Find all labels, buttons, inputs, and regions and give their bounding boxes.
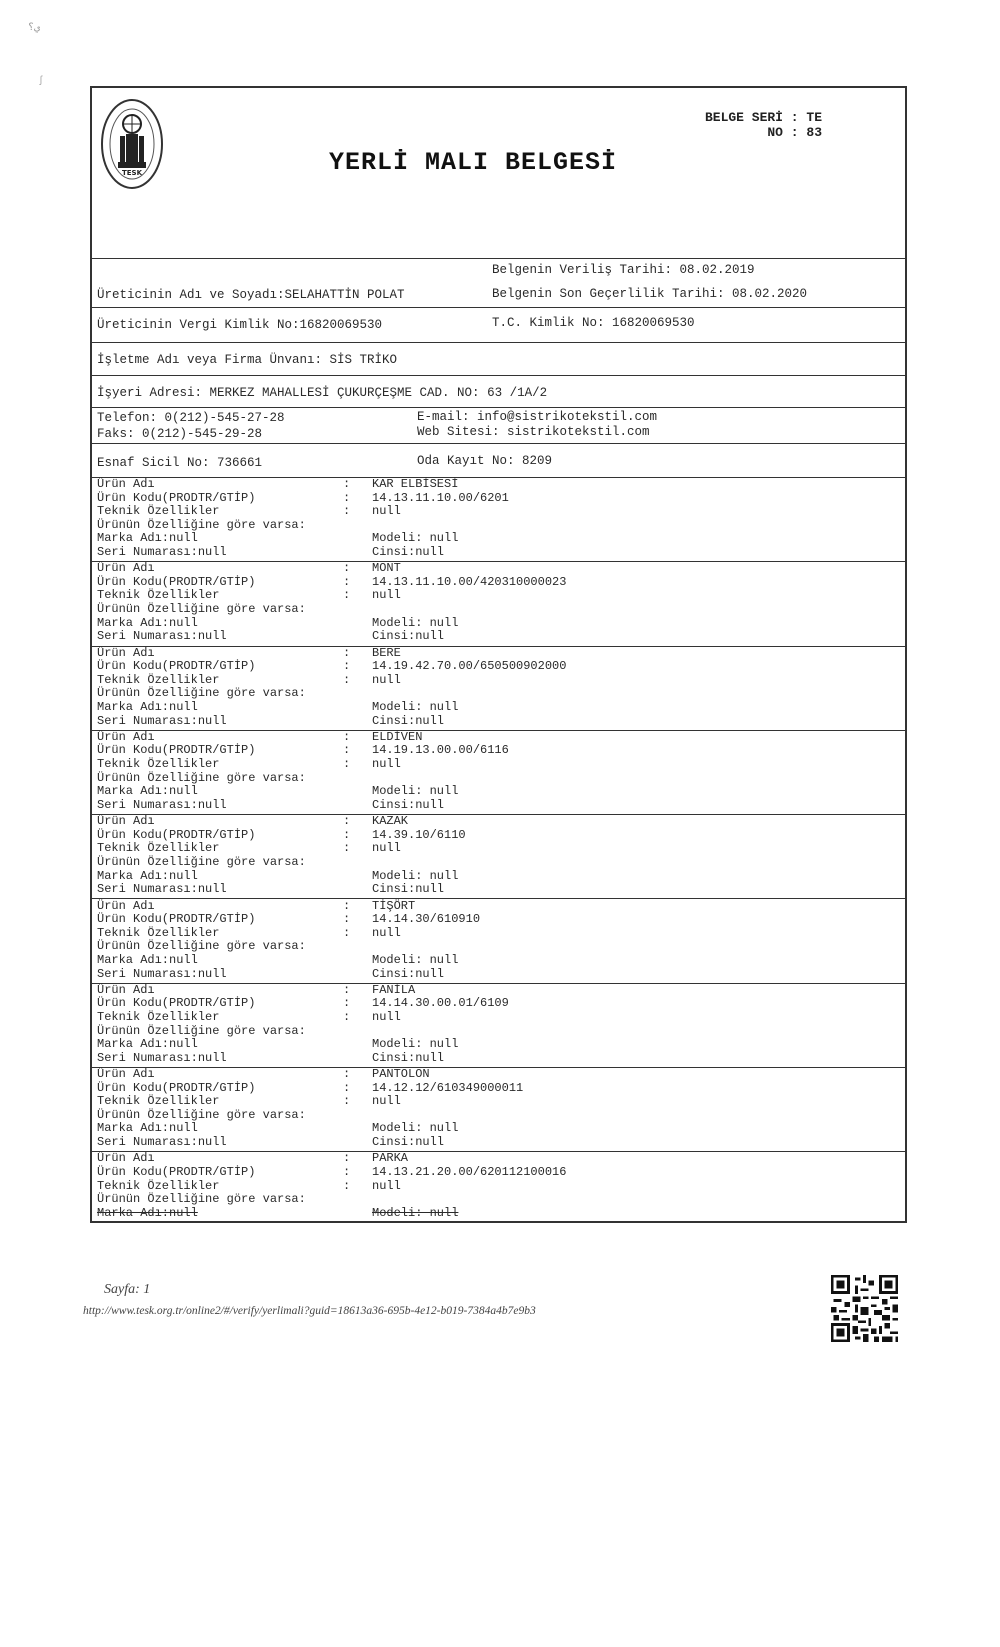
product-name-label: Ürün Adı — [97, 814, 155, 829]
product-type: Cinsi:null — [372, 966, 445, 981]
product-brand-label: Marka Adı:null — [97, 1205, 198, 1220]
product-block — [92, 984, 905, 1068]
product-code-label: Ürün Kodu(PRODTR/GTİP) — [97, 574, 256, 589]
colon: : — [343, 1151, 351, 1166]
product-name-label: Ürün Adı — [97, 1151, 155, 1166]
product-code: 14.13.11.10.00/420310000023 — [372, 574, 567, 589]
product-name-label: Ürün Adı — [97, 477, 155, 491]
seri-value: TE — [806, 110, 822, 125]
product-name: KAZAK — [372, 814, 409, 829]
product-feature-label: Ürünün Özelliğine göre varsa: — [97, 1107, 306, 1122]
colon: : — [343, 645, 351, 660]
product-code: 14.13.11.10.00/6201 — [372, 490, 509, 505]
colon: : — [343, 588, 351, 603]
product-technical-label: Teknik Özellikler — [97, 1178, 220, 1193]
product-model: Modeli: null — [372, 531, 459, 546]
producer-row — [92, 258, 905, 308]
product-code: 14.19.42.70.00/650500902000 — [372, 659, 567, 674]
seri-label: BELGE SERİ — [704, 110, 783, 125]
product-block — [92, 478, 905, 562]
product-block — [92, 562, 905, 646]
colon: : — [343, 757, 351, 772]
colon: : — [343, 672, 351, 687]
product-name: ELDİVEN — [372, 729, 423, 744]
product-brand-label: Marka Adı:null — [97, 699, 198, 714]
product-technical: null — [372, 1094, 401, 1109]
colon: : — [343, 490, 351, 505]
product-type: Cinsi:null — [372, 797, 445, 812]
product-serial-label: Seri Numarası:null — [97, 797, 227, 812]
product-code: 14.39.10/6110 — [372, 827, 466, 842]
product-model: Modeli: null — [372, 1205, 459, 1220]
product-serial-label: Seri Numarası:null — [97, 882, 227, 897]
product-name-label: Ürün Adı — [97, 1067, 155, 1082]
colon: : — [343, 841, 351, 856]
page-number: Sayfa: 1 — [104, 1282, 151, 1297]
product-technical-label: Teknik Özellikler — [97, 1094, 220, 1109]
product-type: Cinsi:null — [372, 1050, 445, 1065]
corner-mark: ي؟ — [28, 23, 41, 34]
product-name: PANTOLON — [372, 1067, 430, 1082]
product-model: Modeli: null — [372, 784, 459, 799]
product-type: Cinsi:null — [372, 882, 445, 897]
product-serial-label: Seri Numarası:null — [97, 545, 227, 559]
colon: : — [343, 477, 351, 491]
product-model: Modeli: null — [372, 615, 459, 630]
product-model: Modeli: null — [372, 952, 459, 967]
email: E-mail: info@sistrikotekstil.com — [417, 410, 658, 424]
belge-seri-block: BELGE SERİ : TE NO : 83 — [704, 110, 822, 140]
colon: : — [343, 574, 351, 589]
product-code-label: Ürün Kodu(PRODTR/GTİP) — [97, 827, 256, 842]
product-type: Cinsi:null — [372, 1135, 445, 1150]
product-type: Cinsi:null — [372, 545, 445, 559]
product-brand-label: Marka Adı:null — [97, 952, 198, 967]
product-code: 14.14.30.00.01/6109 — [372, 996, 509, 1011]
product-brand-label: Marka Adı:null — [97, 868, 198, 883]
product-technical-label: Teknik Özellikler — [97, 841, 220, 856]
expiry-date: Belgenin Son Geçerlilik Tarihi: 08.02.2020 — [492, 287, 808, 301]
product-name: TİŞÖRT — [372, 898, 416, 913]
tesk-logo-icon — [100, 98, 164, 190]
product-name-label: Ürün Adı — [97, 729, 155, 744]
product-block — [92, 731, 905, 815]
colon: : — [343, 912, 351, 927]
colon: : — [343, 729, 351, 744]
tc-number: T.C. Kimlik No: 16820069530 — [492, 316, 695, 330]
product-serial-label: Seri Numarası:null — [97, 713, 227, 728]
product-code-label: Ürün Kodu(PRODTR/GTİP) — [97, 1080, 256, 1095]
product-name-label: Ürün Adı — [97, 898, 155, 913]
product-feature-label: Ürünün Özelliğine göre varsa: — [97, 1192, 306, 1207]
product-technical-label: Teknik Özellikler — [97, 588, 220, 603]
product-block — [92, 1151, 905, 1220]
product-technical: null — [372, 841, 401, 856]
product-technical-label: Teknik Özellikler — [97, 757, 220, 772]
colon: : — [343, 827, 351, 842]
colon: : — [343, 659, 351, 674]
product-technical: null — [372, 1178, 401, 1193]
contact-row — [92, 408, 905, 444]
product-technical: null — [372, 588, 401, 603]
product-block — [92, 900, 905, 984]
product-feature-label: Ürünün Özelliğine göre varsa: — [97, 517, 306, 532]
product-feature-label: Ürünün Özelliğine göre varsa: — [97, 686, 306, 701]
product-serial-label: Seri Numarası:null — [97, 1135, 227, 1150]
business-name: İşletme Adı veya Firma Ünvanı: SİS TRİKO — [97, 353, 398, 367]
colon: : — [343, 925, 351, 940]
product-name: MONT — [372, 561, 401, 576]
corner-mark-2: ʃ — [38, 76, 45, 87]
certificate-header — [92, 88, 905, 259]
product-technical-label: Teknik Özellikler — [97, 925, 220, 940]
product-name-label: Ürün Adı — [97, 561, 155, 576]
product-name-label: Ürün Adı — [97, 645, 155, 660]
product-brand-label: Marka Adı:null — [97, 784, 198, 799]
product-code: 14.19.13.00.00/6116 — [372, 743, 509, 758]
colon: : — [343, 814, 351, 829]
producer-name: Üreticinin Adı ve Soyadı:SELAHATTİN POLAT — [97, 288, 405, 302]
product-name-label: Ürün Adı — [97, 982, 155, 997]
product-code-label: Ürün Kodu(PRODTR/GTİP) — [97, 743, 256, 758]
product-technical: null — [372, 504, 401, 519]
product-brand-label: Marka Adı:null — [97, 1037, 198, 1052]
product-technical: null — [372, 757, 401, 772]
product-name: BERE — [372, 645, 401, 660]
colon: : — [343, 1080, 351, 1095]
colon: : — [343, 743, 351, 758]
colon: : — [343, 982, 351, 997]
qr-code-icon — [831, 1275, 898, 1342]
product-feature-label: Ürünün Özelliğine göre varsa: — [97, 1023, 306, 1038]
product-name: FANİLA — [372, 982, 416, 997]
colon: : — [343, 1009, 351, 1024]
certificate-frame — [90, 86, 907, 1223]
colon: : — [343, 1178, 351, 1193]
product-serial-label: Seri Numarası:null — [97, 1050, 227, 1065]
product-serial-label: Seri Numarası:null — [97, 629, 227, 644]
colon: : — [343, 1094, 351, 1109]
product-brand-label: Marka Adı:null — [97, 531, 198, 546]
product-type: Cinsi:null — [372, 629, 445, 644]
product-brand-label: Marka Adı:null — [97, 1121, 198, 1136]
product-feature-label: Ürünün Özelliğine göre varsa: — [97, 770, 306, 785]
registry-row — [92, 444, 905, 478]
product-model: Modeli: null — [372, 868, 459, 883]
logo-text: TESK — [121, 169, 143, 177]
product-technical-label: Teknik Özellikler — [97, 1009, 220, 1024]
product-technical-label: Teknik Özellikler — [97, 504, 220, 519]
tax-number: Üreticinin Vergi Kimlik No:16820069530 — [97, 318, 383, 332]
product-code-label: Ürün Kodu(PRODTR/GTİP) — [97, 490, 256, 505]
tax-row — [92, 308, 905, 343]
colon: : — [343, 504, 351, 519]
issue-date: Belgenin Veriliş Tarihi: 08.02.2019 — [492, 263, 755, 277]
colon: : — [343, 996, 351, 1011]
esnaf-sicil: Esnaf Sicil No: 736661 — [97, 456, 263, 470]
product-code: 14.13.21.20.00/620112100016 — [372, 1164, 567, 1179]
product-feature-label: Ürünün Özelliğine göre varsa: — [97, 939, 306, 954]
no-value: 83 — [806, 125, 822, 140]
fax: Faks: 0(212)-545-29-28 — [97, 427, 263, 441]
product-feature-label: Ürünün Özelliğine göre varsa: — [97, 854, 306, 869]
product-type: Cinsi:null — [372, 713, 445, 728]
document-title: YERLİ MALI BELGESİ — [329, 148, 618, 177]
phone: Telefon: 0(212)-545-27-28 — [97, 411, 285, 425]
product-technical-label: Teknik Özellikler — [97, 672, 220, 687]
product-block — [92, 1068, 905, 1152]
product-technical: null — [372, 672, 401, 687]
colon: : — [343, 1067, 351, 1082]
product-block — [92, 815, 905, 899]
product-model: Modeli: null — [372, 699, 459, 714]
product-brand-label: Marka Adı:null — [97, 615, 198, 630]
product-code-label: Ürün Kodu(PRODTR/GTİP) — [97, 912, 256, 927]
no-label: NO — [767, 125, 783, 140]
colon: : — [343, 898, 351, 913]
product-technical: null — [372, 1009, 401, 1024]
product-model: Modeli: null — [372, 1037, 459, 1052]
colon: : — [343, 1164, 351, 1179]
product-model: Modeli: null — [372, 1121, 459, 1136]
business-address: İşyeri Adresi: MERKEZ MAHALLESİ ÇUKURÇEŞME CAD. NO: 63 /1A/2 — [97, 386, 548, 400]
product-code: 14.12.12/610349000011 — [372, 1080, 524, 1095]
colon: : — [343, 561, 351, 576]
product-feature-label: Ürünün Özelliğine göre varsa: — [97, 602, 306, 617]
product-name: PARKA — [372, 1151, 409, 1166]
oda-kayit: Oda Kayıt No: 8209 — [417, 454, 553, 468]
product-code-label: Ürün Kodu(PRODTR/GTİP) — [97, 1164, 256, 1179]
address-row — [92, 376, 905, 408]
website: Web Sitesi: sistrikotekstil.com — [417, 425, 650, 439]
product-code-label: Ürün Kodu(PRODTR/GTİP) — [97, 659, 256, 674]
verify-url[interactable]: http://www.tesk.org.tr/online2/#/verify/yerlimali?guid=18613a36-695b-4e12-b019-7384a4b7e9b3 — [83, 1305, 536, 1317]
product-name: KAR ELBİSESİ — [372, 477, 459, 491]
business-row — [92, 343, 905, 376]
product-code: 14.14.30/610910 — [372, 912, 481, 927]
product-serial-label: Seri Numarası:null — [97, 966, 227, 981]
product-block — [92, 647, 905, 731]
product-code-label: Ürün Kodu(PRODTR/GTİP) — [97, 996, 256, 1011]
product-technical: null — [372, 925, 401, 940]
